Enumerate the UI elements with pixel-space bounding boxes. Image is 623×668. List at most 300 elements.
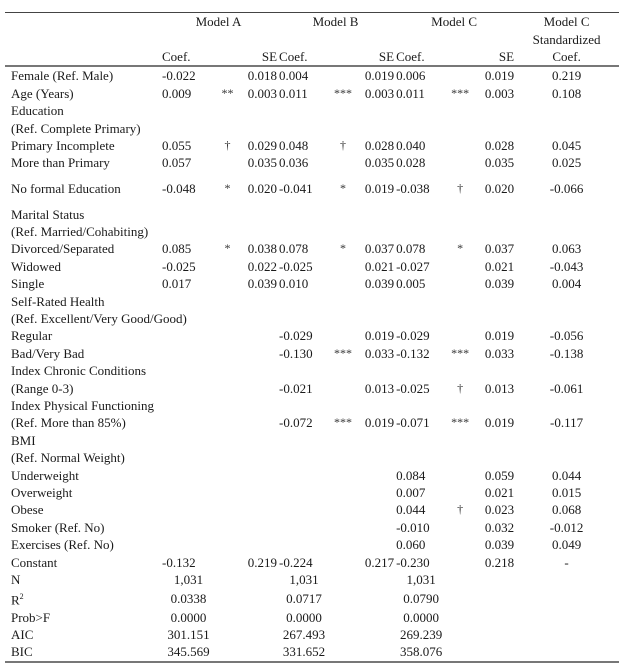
se-a: 0.003 bbox=[247, 85, 278, 101]
coef-a: 0.009 bbox=[162, 85, 192, 101]
table-row bbox=[5, 240, 619, 257]
std-coef: -0.138 bbox=[549, 345, 584, 361]
table-row bbox=[5, 206, 619, 223]
empty-cell bbox=[215, 608, 240, 625]
empty-cell bbox=[514, 608, 619, 625]
coef-c: 0.005 bbox=[396, 276, 426, 292]
empty-cell bbox=[160, 397, 215, 414]
model-a-header: Model A bbox=[195, 14, 242, 30]
empty-cell bbox=[357, 292, 394, 309]
empty-cell bbox=[474, 206, 514, 223]
coef-a: 0.055 bbox=[162, 137, 192, 153]
empty-cell bbox=[215, 449, 240, 466]
empty-cell bbox=[474, 362, 514, 379]
std-coef: 0.068 bbox=[551, 502, 582, 518]
empty-cell bbox=[240, 119, 277, 136]
sig-c bbox=[446, 553, 474, 570]
sig-a bbox=[215, 553, 240, 570]
stat-value: 0.0000 bbox=[403, 609, 439, 625]
sig-c: *** bbox=[451, 345, 470, 360]
row-label: No formal Education bbox=[11, 181, 121, 197]
empty-cell bbox=[446, 397, 474, 414]
empty-cell bbox=[357, 449, 394, 466]
empty-cell bbox=[329, 362, 357, 379]
empty-cell bbox=[160, 292, 215, 309]
coef-a: -0.025 bbox=[162, 258, 196, 274]
empty-cell bbox=[474, 310, 514, 327]
sig-c: † bbox=[457, 380, 464, 395]
se-a bbox=[240, 519, 277, 536]
stat-value: 0.0000 bbox=[170, 609, 207, 625]
empty-cell bbox=[215, 397, 240, 414]
row-label: Marital Status bbox=[11, 206, 85, 222]
empty-cell bbox=[357, 310, 394, 327]
sig-a: * bbox=[224, 181, 231, 196]
coef-c: -0.230 bbox=[396, 554, 430, 570]
se-b: 0.217 bbox=[364, 554, 395, 570]
empty-cell bbox=[329, 571, 357, 588]
se-a bbox=[240, 484, 277, 501]
coef-c: 0.078 bbox=[396, 241, 426, 257]
sig-a bbox=[215, 501, 240, 518]
se-b: 0.019 bbox=[364, 68, 395, 84]
sig-c bbox=[446, 66, 474, 84]
coef-c: -0.132 bbox=[396, 345, 430, 361]
model-c-std-subheader: Standardized bbox=[532, 31, 601, 47]
empty-cell bbox=[240, 588, 277, 608]
model-c-header: Model C bbox=[431, 14, 478, 30]
empty-cell bbox=[277, 362, 329, 379]
stat-value: 345.569 bbox=[167, 644, 210, 660]
row-label: (Ref. Married/Cohabiting) bbox=[11, 224, 149, 240]
coef-b: 0.036 bbox=[279, 155, 309, 171]
sig-b bbox=[329, 379, 357, 396]
se-b bbox=[357, 519, 394, 536]
empty-cell bbox=[240, 571, 277, 588]
sig-a bbox=[215, 66, 240, 84]
row-label: Age (Years) bbox=[11, 85, 74, 101]
empty-cell bbox=[446, 206, 474, 223]
table-row bbox=[5, 397, 619, 414]
empty-cell bbox=[474, 449, 514, 466]
coef-a bbox=[160, 484, 215, 501]
empty-cell bbox=[446, 119, 474, 136]
sig-b bbox=[329, 536, 357, 553]
stat-value: 358.076 bbox=[399, 644, 443, 660]
se-c: 0.021 bbox=[484, 484, 515, 500]
empty-cell bbox=[215, 571, 240, 588]
row-label: Smoker (Ref. No) bbox=[11, 519, 105, 535]
empty-cell bbox=[215, 432, 240, 449]
empty-cell bbox=[240, 432, 277, 449]
coef-b: 0.078 bbox=[279, 241, 309, 257]
std-coef: 0.045 bbox=[551, 137, 582, 153]
empty-cell bbox=[277, 206, 329, 223]
coef-c: 0.007 bbox=[396, 484, 426, 500]
coef-b bbox=[277, 536, 329, 553]
coef-b bbox=[277, 501, 329, 518]
row-label: Index Chronic Conditions bbox=[11, 363, 147, 379]
se-c: 0.023 bbox=[484, 502, 515, 518]
table-row bbox=[5, 258, 619, 275]
empty-cell bbox=[329, 119, 357, 136]
sig-b bbox=[329, 275, 357, 292]
sig-a: * bbox=[224, 241, 231, 256]
std-coef: 0.015 bbox=[551, 484, 582, 500]
sig-b bbox=[329, 484, 357, 501]
empty-cell bbox=[215, 626, 240, 643]
sig-a bbox=[215, 414, 240, 431]
se-c: 0.035 bbox=[484, 155, 515, 171]
std-coef: 0.063 bbox=[551, 241, 582, 257]
std-coef: 0.108 bbox=[551, 85, 582, 101]
std-coef bbox=[514, 310, 619, 327]
std-coef bbox=[514, 292, 619, 309]
se-a bbox=[240, 327, 277, 344]
se-c: 0.059 bbox=[484, 467, 515, 483]
empty-cell bbox=[394, 432, 446, 449]
stat-row bbox=[5, 608, 619, 625]
coef-a bbox=[160, 379, 215, 396]
empty-cell bbox=[329, 449, 357, 466]
empty-cell bbox=[215, 643, 240, 660]
coef-a: 0.057 bbox=[162, 155, 192, 171]
regression-table bbox=[5, 12, 619, 663]
empty-cell bbox=[329, 292, 357, 309]
stat-label bbox=[5, 588, 160, 608]
se-a: 0.018 bbox=[247, 68, 278, 84]
std-coef bbox=[514, 432, 619, 449]
stat-value: 301.151 bbox=[167, 627, 210, 643]
empty-cell bbox=[215, 292, 240, 309]
empty-cell bbox=[514, 571, 619, 588]
coef-c: 0.040 bbox=[396, 137, 426, 153]
sig-c bbox=[446, 519, 474, 536]
se-c: 0.021 bbox=[484, 258, 515, 274]
coef-b: 0.010 bbox=[279, 276, 309, 292]
row-label: Primary Incomplete bbox=[11, 137, 115, 153]
row-label: Constant bbox=[11, 554, 58, 570]
stat-label: BIC bbox=[11, 644, 33, 660]
se-b bbox=[357, 466, 394, 483]
empty-cell bbox=[394, 223, 446, 240]
stat-label: N bbox=[11, 571, 21, 587]
table-row bbox=[5, 362, 619, 379]
se-b: 0.037 bbox=[364, 241, 395, 257]
empty-cell bbox=[240, 626, 277, 643]
table-row bbox=[5, 66, 619, 84]
sig-b: * bbox=[340, 241, 347, 256]
sig-a bbox=[215, 154, 240, 171]
se-c: 0.033 bbox=[484, 345, 515, 361]
coef-a: -0.132 bbox=[162, 554, 196, 570]
empty-cell bbox=[357, 206, 394, 223]
sig-b: † bbox=[340, 137, 347, 152]
sig-c bbox=[446, 154, 474, 171]
sig-c: † bbox=[457, 181, 464, 196]
row-label: Self-Rated Health bbox=[11, 293, 105, 309]
coef-a bbox=[160, 466, 215, 483]
se-c: 0.013 bbox=[484, 380, 515, 396]
coef-c: 0.011 bbox=[396, 85, 425, 101]
empty-cell bbox=[474, 643, 514, 660]
sig-a bbox=[215, 379, 240, 396]
stat-label: Prob>F bbox=[11, 609, 51, 625]
empty-cell bbox=[394, 206, 446, 223]
empty-cell bbox=[277, 397, 329, 414]
coef-a: -0.048 bbox=[162, 181, 196, 197]
empty-cell bbox=[357, 643, 394, 660]
coef-c: 0.006 bbox=[396, 68, 426, 84]
coef-a bbox=[160, 345, 215, 362]
stat-label: AIC bbox=[11, 627, 34, 643]
sig-b bbox=[329, 154, 357, 171]
coef-a: 0.085 bbox=[162, 241, 192, 257]
sig-c: *** bbox=[451, 415, 470, 430]
row-label: Bad/Very Bad bbox=[11, 345, 85, 361]
se-c: 0.020 bbox=[484, 181, 515, 197]
empty-cell bbox=[240, 608, 277, 625]
stat-value: 0.0338 bbox=[170, 590, 207, 606]
empty-cell bbox=[446, 571, 474, 588]
a-coef-header: Coef. bbox=[160, 48, 215, 66]
se-a bbox=[240, 379, 277, 396]
coef-b: 0.004 bbox=[279, 68, 309, 84]
empty-cell bbox=[215, 206, 240, 223]
std-coef: -0.012 bbox=[549, 519, 584, 535]
empty-cell bbox=[357, 571, 394, 588]
empty-cell bbox=[240, 292, 277, 309]
se-b: 0.019 bbox=[364, 415, 395, 431]
empty-cell bbox=[240, 397, 277, 414]
stat-value: 331.652 bbox=[282, 644, 326, 660]
se-c: 0.039 bbox=[484, 537, 515, 553]
se-b: 0.019 bbox=[364, 328, 395, 344]
sig-b bbox=[329, 66, 357, 84]
std-coef: - bbox=[564, 554, 569, 570]
empty-cell bbox=[277, 223, 329, 240]
empty-cell bbox=[446, 223, 474, 240]
sig-a: † bbox=[224, 137, 231, 152]
empty-cell bbox=[474, 397, 514, 414]
stat-value: 1,031 bbox=[289, 571, 319, 587]
se-b: 0.035 bbox=[364, 155, 395, 171]
empty-cell bbox=[215, 310, 240, 327]
empty-cell bbox=[474, 588, 514, 608]
sig-c bbox=[446, 484, 474, 501]
std-coef: -0.043 bbox=[549, 258, 584, 274]
stat-value: 0.0790 bbox=[403, 590, 439, 606]
empty-cell bbox=[394, 310, 446, 327]
empty-cell bbox=[474, 432, 514, 449]
std-coef-header: Coef. bbox=[514, 48, 619, 66]
row-label: Widowed bbox=[11, 258, 62, 274]
empty-cell bbox=[240, 362, 277, 379]
sig-b bbox=[329, 466, 357, 483]
se-c: 0.028 bbox=[484, 137, 515, 153]
sig-c: * bbox=[457, 241, 464, 256]
table-row bbox=[5, 223, 619, 240]
b-se-header: SE bbox=[357, 48, 394, 66]
stat-value: 0.0000 bbox=[286, 609, 322, 625]
coef-c: -0.010 bbox=[396, 519, 430, 535]
se-b: 0.033 bbox=[364, 345, 395, 361]
table-row bbox=[5, 310, 619, 327]
sig-c bbox=[446, 327, 474, 344]
table-row bbox=[5, 137, 619, 154]
se-a bbox=[240, 414, 277, 431]
empty-cell bbox=[446, 588, 474, 608]
empty-cell bbox=[394, 449, 446, 466]
coef-b bbox=[277, 466, 329, 483]
se-b: 0.039 bbox=[364, 276, 395, 292]
empty-cell bbox=[394, 362, 446, 379]
se-a bbox=[240, 536, 277, 553]
se-a: 0.022 bbox=[247, 258, 278, 274]
sig-a: ** bbox=[221, 85, 234, 100]
empty-cell bbox=[160, 119, 215, 136]
empty-cell bbox=[357, 223, 394, 240]
sig-c bbox=[446, 536, 474, 553]
std-coef bbox=[514, 206, 619, 223]
coef-b: -0.025 bbox=[279, 258, 313, 274]
empty-cell bbox=[357, 588, 394, 608]
row-label: Single bbox=[11, 276, 45, 292]
se-a bbox=[240, 345, 277, 362]
se-c: 0.019 bbox=[484, 68, 515, 84]
table-row bbox=[5, 484, 619, 501]
empty-cell bbox=[329, 397, 357, 414]
se-b bbox=[357, 501, 394, 518]
coef-b: -0.224 bbox=[279, 554, 313, 570]
empty-cell bbox=[514, 588, 619, 608]
std-coef bbox=[514, 362, 619, 379]
row-label: Exercises (Ref. No) bbox=[11, 537, 114, 553]
row-label: Divorced/Separated bbox=[11, 241, 115, 257]
se-c: 0.037 bbox=[484, 241, 515, 257]
stat-row bbox=[5, 571, 619, 588]
se-b bbox=[357, 536, 394, 553]
coef-b: 0.011 bbox=[279, 85, 308, 101]
sig-b bbox=[329, 553, 357, 570]
empty-cell bbox=[357, 397, 394, 414]
sig-b: *** bbox=[334, 415, 353, 430]
empty-cell bbox=[277, 119, 329, 136]
coef-b bbox=[277, 519, 329, 536]
empty-cell bbox=[240, 449, 277, 466]
empty-cell bbox=[329, 206, 357, 223]
se-b: 0.028 bbox=[364, 137, 395, 153]
empty-cell bbox=[394, 397, 446, 414]
empty-cell bbox=[160, 102, 215, 119]
sig-a bbox=[215, 466, 240, 483]
empty-cell bbox=[240, 310, 277, 327]
sig-c bbox=[446, 258, 474, 275]
empty-cell bbox=[329, 643, 357, 660]
empty-cell bbox=[357, 626, 394, 643]
table-row bbox=[5, 85, 619, 102]
empty-cell bbox=[446, 310, 474, 327]
se-c: 0.019 bbox=[484, 415, 515, 431]
empty-cell bbox=[160, 449, 215, 466]
a-se-header: SE bbox=[240, 48, 277, 66]
row-label: More than Primary bbox=[11, 155, 110, 171]
table-row bbox=[5, 154, 619, 171]
empty-cell bbox=[474, 571, 514, 588]
empty-cell bbox=[446, 626, 474, 643]
empty-cell bbox=[474, 119, 514, 136]
sig-b: *** bbox=[334, 345, 353, 360]
coef-b: -0.021 bbox=[279, 380, 313, 396]
table-row bbox=[5, 102, 619, 119]
sig-a bbox=[215, 327, 240, 344]
row-label: Obese bbox=[11, 502, 44, 518]
row-label: Underweight bbox=[11, 467, 79, 483]
sig-a bbox=[215, 519, 240, 536]
table-row bbox=[5, 292, 619, 309]
coef-a bbox=[160, 414, 215, 431]
empty-cell bbox=[160, 206, 215, 223]
empty-cell bbox=[474, 102, 514, 119]
sig-c: *** bbox=[451, 85, 470, 100]
empty-cell bbox=[240, 206, 277, 223]
table-row bbox=[5, 379, 619, 396]
sig-b: *** bbox=[334, 85, 353, 100]
se-a: 0.038 bbox=[247, 241, 278, 257]
coef-c: 0.060 bbox=[396, 537, 426, 553]
sig-c bbox=[446, 466, 474, 483]
empty-cell bbox=[357, 432, 394, 449]
std-coef: 0.049 bbox=[551, 537, 582, 553]
std-coef: -0.117 bbox=[550, 415, 584, 431]
empty-cell bbox=[446, 102, 474, 119]
empty-cell bbox=[329, 223, 357, 240]
sig-b: * bbox=[340, 181, 347, 196]
superscript: 2 bbox=[19, 592, 24, 602]
empty-cell bbox=[277, 449, 329, 466]
empty-cell bbox=[329, 626, 357, 643]
empty-cell bbox=[277, 432, 329, 449]
se-a: 0.035 bbox=[247, 155, 278, 171]
coef-c: 0.044 bbox=[396, 502, 426, 518]
empty-cell bbox=[277, 292, 329, 309]
se-c: 0.032 bbox=[484, 519, 515, 535]
sig-b bbox=[329, 327, 357, 344]
row-label: Regular bbox=[11, 328, 53, 344]
sig-c: † bbox=[457, 502, 464, 517]
b-coef-header: Coef. bbox=[277, 48, 329, 66]
se-a: 0.020 bbox=[247, 181, 278, 197]
row-label: Overweight bbox=[11, 484, 73, 500]
stat-row bbox=[5, 626, 619, 643]
coef-c: -0.029 bbox=[396, 328, 430, 344]
empty-cell bbox=[446, 608, 474, 625]
sig-c bbox=[446, 137, 474, 154]
empty-cell bbox=[357, 362, 394, 379]
coef-a: -0.022 bbox=[162, 68, 196, 84]
stat-value: 269.239 bbox=[399, 627, 443, 643]
coef-c: -0.025 bbox=[396, 380, 430, 396]
row-label: Female (Ref. Male) bbox=[11, 68, 114, 84]
se-c: 0.218 bbox=[484, 554, 515, 570]
se-c: 0.003 bbox=[484, 85, 515, 101]
stat-row bbox=[5, 643, 619, 660]
empty-cell bbox=[215, 588, 240, 608]
std-coef: -0.056 bbox=[549, 328, 584, 344]
table-row bbox=[5, 553, 619, 570]
se-a bbox=[240, 466, 277, 483]
row-label: Education bbox=[11, 103, 64, 119]
